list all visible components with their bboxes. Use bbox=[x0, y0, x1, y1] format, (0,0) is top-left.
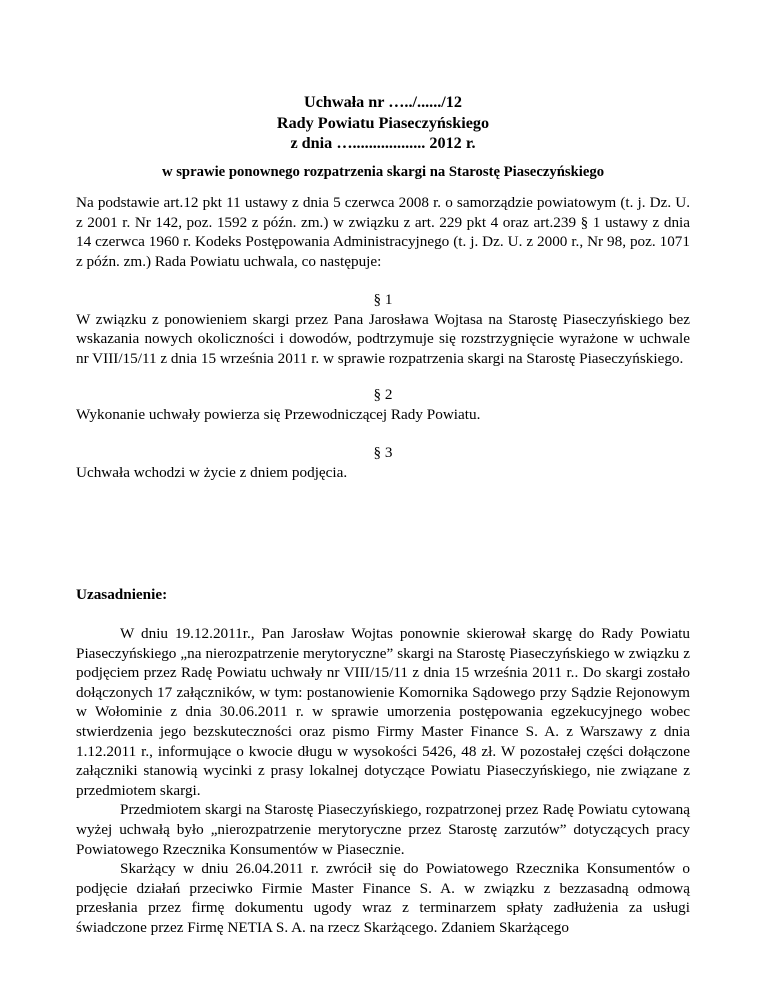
section-1 bbox=[76, 290, 690, 368]
section-text: W związku z ponowieniem skargi przez Pana Jarosława Wojtasa na Starostę Piaseczyńskiego bez wskazania nowych okoliczności i dowodów, podtrzymuje się rozstrzygnięcie wyrażone w uchwale nr VIII/15/11 z dnia 15 września 2011 r. w sprawie rozpatrzenia skargi na Starostę Piaseczyńskiego. bbox=[76, 310, 690, 367]
resolution-title bbox=[76, 92, 690, 154]
justification-heading: Uzasadnienie: bbox=[76, 586, 168, 603]
section-mark: § 2 bbox=[373, 386, 393, 403]
section-text: Uchwała wchodzi w życie z dniem podjęcia. bbox=[76, 463, 348, 481]
title-line-number: Uchwała nr …../....../12 bbox=[304, 93, 462, 111]
justification-paragraph: Przedmiotem skargi na Starostę Piaseczyńskiego, rozpatrzonej przez Radę Powiatu cytowaną wyżej uchwałą było „nierozpatrzenie merytoryczne przez Starostę zarzutów” dotyczących pracy Powiatowego Rzecznika Konsumentów w Piasecznie. bbox=[76, 801, 690, 858]
section-2 bbox=[76, 385, 690, 424]
justification-paragraph: Skarżący w dniu 26.04.2011 r. zwrócił się do Powiatowego Rzecznika Konsumentów o podjęcie działań przeciwko Firmie Master Finance S. A. w związku z bezzasadną odmową przesłania przez firmę dokumentu ugody wraz z terminarzem spłaty zadłużenia za usługi świadczone przez Firmę NETIA S. A. na rzecz Skarżącego. Zdaniem Skarżącego bbox=[76, 860, 690, 936]
justification-body bbox=[76, 624, 690, 938]
preamble-text: Na podstawie art.12 pkt 11 ustawy z dnia 5 czerwca 2008 r. o samorządzie powiatowym (t. j. Dz. U. z 2001 r. Nr 142, poz. 1592 z późn. zm.) w związku z art. 229 pkt 4 oraz art.239 § 1 ustawy z dnia 14 czerwca 1960 r. Kodeks Postępowania Administracyjnego (t. j. Dz. U. z 2000 r., Nr 98, poz. 1071 z późn. zm.) Rada Powiatu uchwala, co następuje: bbox=[76, 194, 690, 270]
section-mark: § 3 bbox=[373, 444, 393, 461]
justification-paragraph: W dniu 19.12.2011r., Pan Jarosław Wojtas ponownie skierował skargę do Rady Powiatu Piaseczyńskiego „na nierozpatrzenie merytoryczne” skargi na Starostę Piaseczyńskiego w związku z podjęciem przez Radę Powiatu uchwały nr VIII/15/11 z dnia 15 września 2011 r.. Do skargi zostało dołączonych 17 załączników, w tym: postanowienie Komornika Sądowego przy Sądzie Rejonowym w Wołominie z dnia 30.06.2011 r. w sprawie umorzenia postępowania egzekucyjnego wobec stwierdzenia jego bezskuteczności oraz pismo Firmy Master Finance S. A. z Warszawy z dnia 1.12.2011 r., informujące o kwocie długu w wysokości 5426, 48 zł. W pozostałej części dołączone załączniki stanowią wycinki z prasy lokalnej dotyczące Powiatu Piaseczyńskiego, nie związane z przedmiotem skargi. bbox=[76, 625, 690, 799]
title-line-council: Rady Powiatu Piaseczyńskiego bbox=[276, 113, 490, 132]
title-line-date: z dnia ….................. 2012 r. bbox=[290, 134, 476, 152]
section-mark: § 1 bbox=[373, 291, 393, 308]
section-3 bbox=[76, 443, 690, 482]
preamble bbox=[76, 193, 690, 271]
resolution-subject: w sprawie ponownego rozpatrzenia skargi na Starostę Piaseczyńskiego bbox=[161, 164, 605, 180]
section-text: Wykonanie uchwały powierza się Przewodniczącej Rady Powiatu. bbox=[76, 405, 481, 423]
